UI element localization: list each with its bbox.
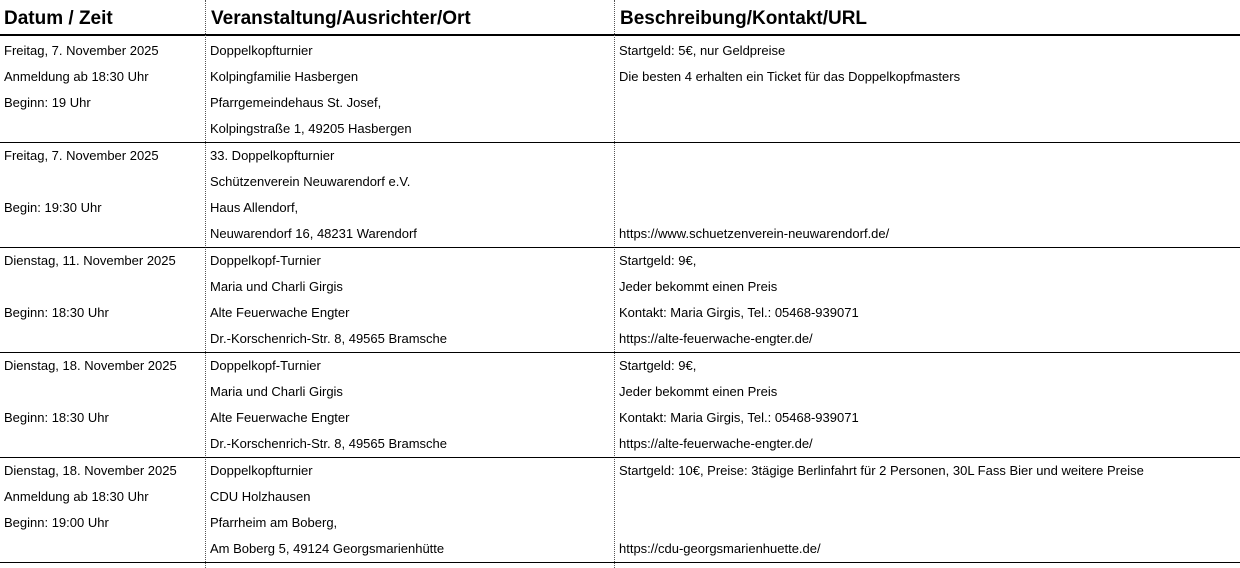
- date-line: [0, 536, 205, 562]
- description-line: Die besten 4 erhalten ein Ticket für das Doppelkopfmasters: [619, 69, 961, 84]
- date-line: Anmeldung ab 18:30 Uhr: [4, 69, 149, 84]
- description-line: Startgeld: 5€, nur Geldpreise: [619, 43, 786, 58]
- description-line[interactable]: https://alte-feuerwache-engter.de/: [619, 331, 813, 346]
- description-line: [615, 484, 1240, 510]
- description-line: Kontakt: Maria Girgis, Tel.: 05468-939071: [619, 305, 859, 320]
- row-separator: [0, 562, 1240, 563]
- date-line: Anmeldung ab 18:30 Uhr: [4, 489, 149, 504]
- event-line: Doppelkopfturnier: [210, 463, 313, 478]
- date-line: [0, 169, 205, 195]
- description-line[interactable]: https://alte-feuerwache-engter.de/: [619, 436, 813, 451]
- date-line: Dienstag, 11. November 2025: [4, 253, 176, 268]
- event-line: Kolpingstraße 1, 49205 Hasbergen: [210, 121, 412, 136]
- date-line: Beginn: 18:30 Uhr: [4, 305, 109, 320]
- description-line: Jeder bekommt einen Preis: [619, 279, 778, 294]
- date-line: Freitag, 7. November 2025: [4, 148, 159, 163]
- description-line: [615, 169, 1240, 195]
- event-line: Pfarrgemeindehaus St. Josef,: [210, 95, 382, 110]
- event-line: CDU Holzhausen: [210, 489, 311, 504]
- date-line: [0, 326, 205, 352]
- date-line: Dienstag, 18. November 2025: [4, 463, 177, 478]
- header-description-contact-url: Beschreibung/Kontakt/URL: [620, 8, 868, 29]
- header-event-organizer-location: Veranstaltung/Ausrichter/Ort: [211, 8, 471, 29]
- event-line: Neuwarendorf 16, 48231 Warendorf: [210, 226, 417, 241]
- description-line: [615, 195, 1240, 221]
- event-line: Dr.-Korschenrich-Str. 8, 49565 Bramsche: [210, 436, 447, 451]
- event-line: Dr.-Korschenrich-Str. 8, 49565 Bramsche: [210, 331, 447, 346]
- description-line: [615, 116, 1240, 142]
- event-line: Doppelkopfturnier: [210, 43, 313, 58]
- date-line: Beginn: 18:30 Uhr: [4, 410, 109, 425]
- event-line: Kolpingfamilie Hasbergen: [210, 69, 359, 84]
- date-line: [0, 379, 205, 405]
- date-line: Beginn: 19:00 Uhr: [4, 515, 109, 530]
- event-line: Schützenverein Neuwarendorf e.V.: [210, 174, 411, 189]
- description-line: [615, 510, 1240, 536]
- date-line: Dienstag, 18. November 2025: [4, 358, 177, 373]
- event-line: Maria und Charli Girgis: [210, 384, 343, 399]
- event-line: Am Boberg 5, 49124 Georgsmarienhütte: [210, 541, 445, 556]
- description-line: [615, 143, 1240, 169]
- date-line: [0, 116, 205, 142]
- date-line: Beginn: 19 Uhr: [4, 95, 91, 110]
- event-line: Alte Feuerwache Engter: [210, 305, 350, 320]
- event-line: Alte Feuerwache Engter: [210, 410, 350, 425]
- table-header: [0, 0, 1240, 36]
- date-line: Begin: 19:30 Uhr: [4, 200, 102, 215]
- event-line: Doppelkopf-Turnier: [210, 358, 321, 373]
- description-line: [615, 90, 1240, 116]
- event-line: Pfarrheim am Boberg,: [210, 515, 338, 530]
- description-line[interactable]: https://www.schuetzenverein-neuwarendorf.de/: [619, 226, 890, 241]
- date-line: [0, 431, 205, 457]
- event-line: Doppelkopf-Turnier: [210, 253, 321, 268]
- description-line: Startgeld: 9€,: [619, 253, 697, 268]
- date-line: [0, 274, 205, 300]
- event-line: 33. Doppelkopfturnier: [210, 148, 335, 163]
- header-date-time: Datum / Zeit: [4, 8, 113, 29]
- event-line: Maria und Charli Girgis: [210, 279, 343, 294]
- date-line: [0, 221, 205, 247]
- event-line: Haus Allendorf,: [210, 200, 299, 215]
- description-line: Startgeld: 9€,: [619, 358, 697, 373]
- description-line: Jeder bekommt einen Preis: [619, 384, 778, 399]
- date-line: Freitag, 7. November 2025: [4, 43, 159, 58]
- description-line: Kontakt: Maria Girgis, Tel.: 05468-939071: [619, 410, 859, 425]
- description-line[interactable]: https://cdu-georgsmarienhuette.de/: [619, 541, 821, 556]
- description-line: Startgeld: 10€, Preise: 3tägige Berlinfahrt für 2 Personen, 30L Fass Bier und weitere Preise: [619, 463, 1144, 478]
